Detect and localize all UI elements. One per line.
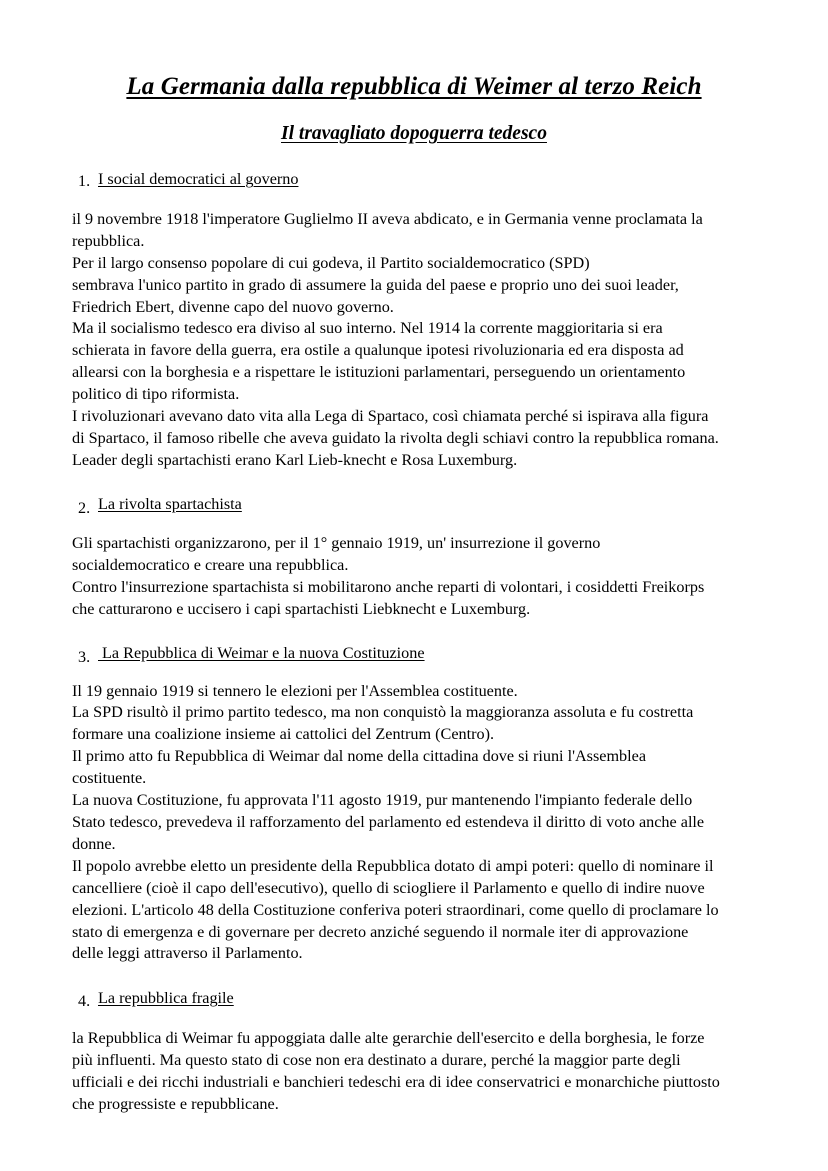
- page-subtitle: [0, 102, 828, 145]
- body-line: Ma il socialismo tedesco era diviso al suo interno. Nel 1914 la corrente maggioritaria si era: [72, 319, 663, 338]
- body-line: schierata in favore della guerra, era ostile a qualunque ipotesi rivoluzionaria ed era disposta ad: [72, 341, 684, 360]
- body-line: Per il largo consenso popolare di cui godeva, il Partito socialdemocratico (SPD): [72, 253, 590, 272]
- section-2-body: [72, 515, 755, 621]
- section-1-heading-text: I social democratici al governo: [98, 170, 299, 189]
- section-4-number: 4.: [78, 992, 91, 1011]
- body-line: Il primo atto fu Repubblica di Weimar dal nome della cittadina dove si riuni l'Assemblea: [72, 747, 647, 766]
- body-line: La SPD risultò il primo partito tedesco, ma non conquistò la maggioranza assoluta e fu costretta: [72, 703, 694, 722]
- body-line: cancelliere (cioè il capo dell'esecutivo), quello di sciogliere il Parlamento e quello di indire nuove: [72, 878, 705, 897]
- body-line: Friedrich Ebert, divenne capo del nuovo governo.: [72, 297, 394, 316]
- body-line: Contro l'insurrezione spartachista si mobilitarono anche reparti di volontari, i cosiddetti Freikorps: [72, 578, 705, 597]
- section-2-number: 2.: [78, 498, 91, 517]
- body-line: più influenti. Ma questo stato di cose non era destinato a durare, perché la maggior parte degli: [72, 1050, 681, 1069]
- body-line: politico di tipo riformista.: [72, 385, 240, 404]
- section-2-heading: [72, 472, 755, 516]
- section-1: [72, 145, 755, 471]
- body-line: che catturarono e uccisero i capi spartachisti Liebknecht e Luxemburg.: [72, 600, 531, 619]
- section-3-heading-text: La Repubblica di Weimar e la nuova Costituzione: [98, 643, 425, 662]
- body-line: delle leggi attraverso il Parlamento.: [72, 944, 303, 963]
- page-title-text: La Germania dalla repubblica di Weimer al terzo Reich: [126, 73, 702, 100]
- body-line: Il 19 gennaio 1919 si tennero le elezioni per l'Assemblea costituente.: [72, 681, 518, 700]
- body-line: ufficiali e dei ricchi industriali e banchieri tedeschi era di idee conservatrici e monarchiche piuttosto: [72, 1072, 720, 1091]
- body-line: La nuova Costituzione, fu approvata l'11 agosto 1919, pur mantenendo l'impianto federale dello: [72, 791, 693, 810]
- section-1-body: [72, 191, 755, 472]
- section-3-heading: [72, 621, 755, 665]
- body-line: costituente.: [72, 769, 147, 788]
- page-subtitle-text: Il travagliato dopoguerra tedesco: [281, 123, 547, 144]
- section-4-heading: [72, 965, 755, 1010]
- body-line: formare una coalizione insieme ai cattolici del Zentrum (Centro).: [72, 725, 495, 744]
- section-4-heading-text: La repubblica fragile: [98, 989, 234, 1008]
- body-line: Stato tedesco, prevedeva il rafforzamento del parlamento ed estendeva il diritto di voto anche alle: [72, 812, 705, 831]
- document-body: [0, 145, 828, 1115]
- section-1-heading: [72, 145, 755, 191]
- body-line: Gli spartachisti organizzarono, per il 1° gennaio 1919, un' insurrezione il governo: [72, 534, 601, 553]
- body-line: la Repubblica di Weimar fu appoggiata dalle alte gerarchie dell'esercito e della borghesia, le forze: [72, 1028, 705, 1047]
- body-line: donne.: [72, 834, 116, 853]
- body-line: allearsi con la borghesia e a rispettare le istituzioni parlamentari, perseguendo un orientamento: [72, 363, 686, 382]
- body-line: elezioni. L'articolo 48 della Costituzione conferiva poteri straordinari, come quello di proclamare lo: [72, 900, 719, 919]
- body-line: stato di emergenza e di governare per decreto anziché seguendo il normale iter di approvazione: [72, 922, 689, 941]
- section-2: [72, 472, 755, 621]
- body-line: socialdemocratico e creare una repubblica.: [72, 556, 349, 575]
- body-line: Leader degli spartachisti erano Karl Lieb-knecht e Rosa Luxemburg.: [72, 450, 518, 469]
- section-1-number: 1.: [78, 172, 91, 191]
- section-3-body: [72, 665, 755, 966]
- section-4-body: [72, 1010, 755, 1116]
- body-line: di Spartaco, il famoso ribelle che aveva guidato la rivolta degli schiavi contro la repubblica romana.: [72, 429, 719, 447]
- body-line: I rivoluzionari avevano dato vita alla Lega di Spartaco, così chiamata perché si ispirava alla figura: [72, 407, 709, 426]
- body-line: che progressiste e repubblicane.: [72, 1094, 279, 1113]
- body-line: repubblica.: [72, 231, 145, 250]
- body-line: Il popolo avrebbe eletto un presidente della Repubblica dotato di ampi poteri: quello di nominare il: [72, 856, 714, 875]
- section-3-number: 3.: [78, 647, 91, 666]
- section-4: [72, 965, 755, 1115]
- section-2-heading-text: La rivolta spartachista: [98, 494, 242, 513]
- body-line: sembrava l'unico partito in grado di assumere la guida del paese e proprio uno dei suoi leader,: [72, 275, 679, 294]
- body-line: il 9 novembre 1918 l'imperatore Guglielmo II aveva abdicato, e in Germania venne proclamata la: [72, 209, 703, 228]
- page-title: [0, 0, 828, 102]
- section-3: [72, 621, 755, 965]
